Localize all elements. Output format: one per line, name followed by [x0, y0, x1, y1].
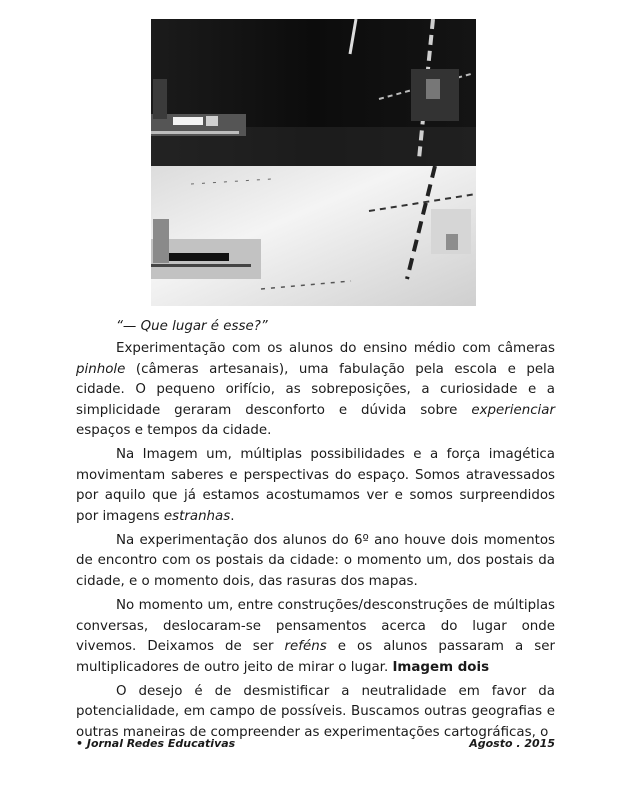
italic-text: experienciar: [471, 402, 555, 418]
text-run: Na experimentação dos alunos do 6º ano houve dois momentos de encontro com os postais da cidade: o momento um, dos postais da cidade, e o momento dois, das rasuras dos mapas.: [76, 533, 555, 589]
page-footer: [76, 737, 555, 750]
text-run: Experimentação com os alunos do ensino médio com câmeras: [116, 341, 555, 357]
bold-text: Imagem dois: [392, 659, 490, 675]
article-body: [76, 317, 555, 747]
text-run: .: [230, 508, 235, 524]
text-run: espaços e tempos da cidade.: [76, 423, 272, 439]
italic-text: pinhole: [76, 361, 126, 377]
text-run: (câmeras artesanais), uma fabulação pela escola e pela cidade. O pequeno orifício, as sobreposições, a curiosidade e a simplicidade geraram desconforto e dúvida sobre: [76, 361, 555, 418]
pinhole-photo: [151, 19, 476, 306]
photo-pinhole-icon: [151, 19, 476, 306]
footer-publication: • Jornal Redes Educativas: [76, 737, 236, 750]
text-run: e os alunos passaram a ser multiplicadores de outro jeito de mirar o lugar.: [76, 639, 555, 675]
footer-date: Agosto . 2015: [469, 737, 555, 750]
paragraph: [76, 682, 555, 743]
text-run: Na Imagem um, múltiplas possibilidades e a força imagética movimentam saberes e perspectivas do espaço. Somos atravessados por aquilo que já estamos acostumamos ver e somos surpreendidos por imagens: [76, 447, 555, 524]
italic-text: estranhas: [163, 508, 231, 524]
text-run: O desejo é de desmistificar a neutralidade em favor da potencialidade, em campo de possíveis. Buscamos outras geografias e outras maneiras de compreender as experimentações cartográficas, o: [76, 683, 555, 740]
italic-text: reféns: [284, 639, 327, 655]
text-run: No momento um, entre construções/desconstruções de múltiplas conversas, deslocaram-se pensamentos acerca do lugar onde vivemos. Deixamos de ser: [76, 598, 555, 655]
paragraph: [76, 596, 555, 678]
paragraphs: [76, 339, 555, 743]
paragraph: [76, 339, 555, 441]
paragraph: [76, 445, 555, 527]
paragraph: [76, 531, 555, 592]
opening-quote: “— Que lugar é esse?”: [116, 319, 268, 334]
